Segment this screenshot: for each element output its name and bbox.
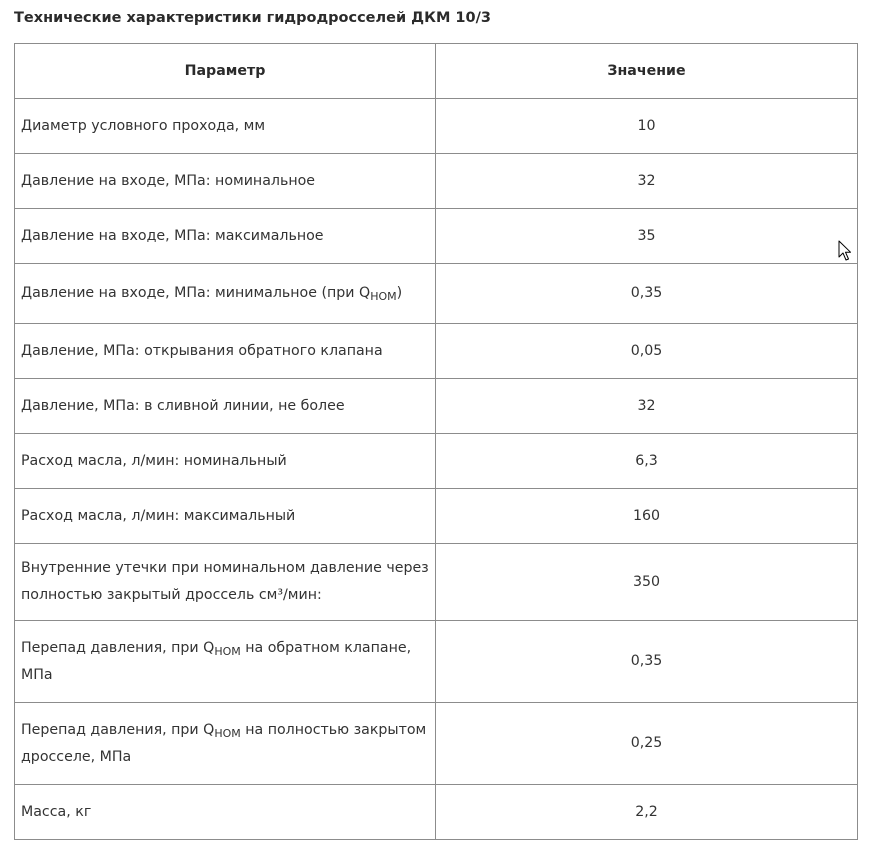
param-cell	[15, 703, 436, 785]
param-cell: Масса, кг	[15, 785, 436, 840]
param-cell: Внутренние утечки при номинальном давление через полностью закрытый дроссель см³/мин:	[15, 544, 436, 621]
value-cell: 2,2	[436, 785, 858, 840]
param-text: на обратном клапане, МПа	[21, 639, 412, 683]
value-cell: 0,35	[436, 264, 858, 324]
param-text: )	[396, 285, 403, 301]
table-row	[15, 154, 858, 209]
param-text: Перепад давления, при Q	[21, 721, 215, 738]
table-row	[15, 703, 858, 785]
mouse-pointer-icon	[838, 240, 852, 262]
value-cell: 0,25	[436, 703, 858, 785]
table-row	[15, 324, 858, 379]
value-cell: 350	[436, 544, 858, 621]
param-subscript: НОМ	[214, 644, 241, 658]
value-cell: 160	[436, 489, 858, 544]
table-row	[15, 544, 858, 621]
param-subscript: НОМ	[370, 290, 397, 303]
column-header-parameter: Параметр	[15, 44, 436, 99]
table-row	[15, 379, 858, 434]
param-cell: Давление, МПа: открывания обратного клапана	[15, 324, 436, 379]
value-cell: 32	[436, 154, 858, 209]
param-subscript: НОМ	[214, 726, 241, 740]
param-cell: Расход масла, л/мин: максимальный	[15, 489, 436, 544]
param-cell	[15, 621, 436, 703]
specs-table	[14, 43, 858, 840]
table-header-row	[15, 44, 858, 99]
param-cell: Расход масла, л/мин: номинальный	[15, 434, 436, 489]
param-cell	[15, 264, 436, 324]
param-cell: Диаметр условного прохода, мм	[15, 99, 436, 154]
value-cell: 6,3	[436, 434, 858, 489]
table-row	[15, 785, 858, 840]
table-row	[15, 99, 858, 154]
column-header-value: Значение	[436, 44, 858, 99]
table-row	[15, 489, 858, 544]
param-cell: Давление на входе, МПа: максимальное	[15, 209, 436, 264]
table-row	[15, 621, 858, 703]
table-row	[15, 434, 858, 489]
table-row	[15, 209, 858, 264]
value-cell: 35	[436, 209, 858, 264]
param-text: Давление на входе, МПа: минимальное (при Q	[21, 285, 371, 301]
value-cell: 32	[436, 379, 858, 434]
param-cell: Давление, МПа: в сливной линии, не более	[15, 379, 436, 434]
value-cell: 0,35	[436, 621, 858, 703]
value-cell: 0,05	[436, 324, 858, 379]
param-text: на полностью закрытом дросселе, МПа	[21, 721, 427, 765]
value-cell: 10	[436, 99, 858, 154]
page-title: Технические характеристики гидродросселей ДКМ 10/3	[14, 10, 491, 26]
param-cell: Давление на входе, МПа: номинальное	[15, 154, 436, 209]
table-row	[15, 264, 858, 324]
param-text: Перепад давления, при Q	[21, 639, 215, 656]
